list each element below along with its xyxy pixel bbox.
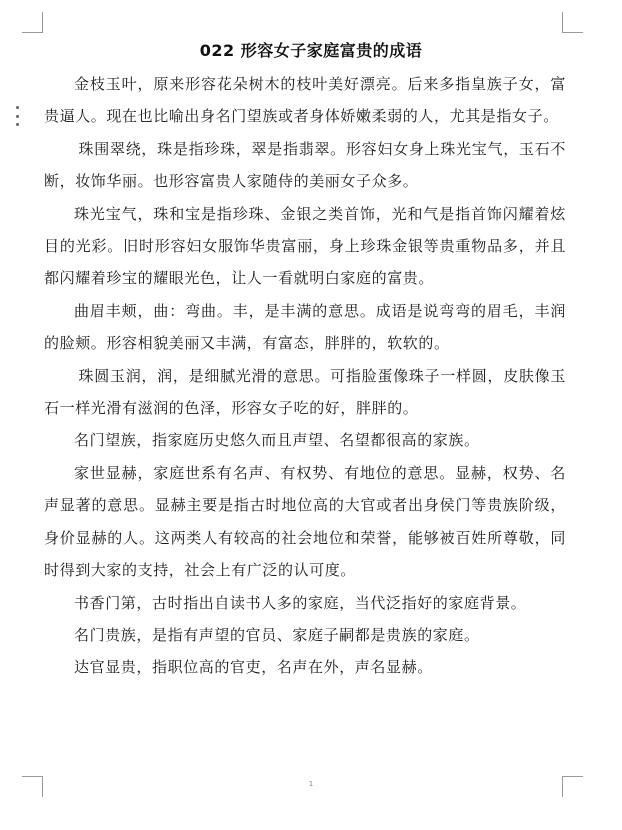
paragraph-zhuweicuirao: 珠围翠绕，珠是指珍珠，翠是指翡翠。形容妇女身上珠光宝气，玉石不断，妆饰华丽。也形容富贵人家随侍的美丽女子众多。 xyxy=(44,139,566,191)
document-title: 022 形容女子家庭富贵的成语 xyxy=(199,41,423,60)
crop-mark-top-left xyxy=(22,12,43,33)
page-number: 1 xyxy=(308,780,314,788)
document-body[interactable] xyxy=(44,68,566,684)
paragraph-jinzhiyuye: 金枝玉叶，原来形容花朵树木的枝叶美好漂亮。后来多指皇族子女，富贵逼人。现在也比喻出身名门望族或者身体娇嫩柔弱的人，尤其是指女子。 xyxy=(44,75,566,126)
paragraph-shuxiangmendi: 书香门第，古时指出自读书人多的家庭，当代泛指好的家庭背景。 xyxy=(74,593,527,612)
paragraph-qumeifengjia: 曲眉丰颊，曲：弯曲。丰，是丰满的意思。成语是说弯弯的眉毛，丰润的脸颊。形容相貌美丽又丰满，有富态，胖胖的，软软的。 xyxy=(44,301,566,353)
crop-mark-top-right xyxy=(562,12,583,33)
paragraph-jiashixianhe: 家世显赫，家庭世系有名声、有权势、有地位的意思。显赫，权势、名声显著的意思。显赫主要是指古时地位高的大官或者出身侯门等贵族阶级，身价显赫的人。这两类人有较高的社会地位和荣誉，能够被百姓所尊敬，同时得到大家的支持，社会上有广泛的认可度。 xyxy=(44,463,566,580)
paragraph-daguanxiangui: 达官显贵，指职位高的官吏，名声在外，声名显赫。 xyxy=(74,658,433,677)
paragraph-zhuyuanyurun: 珠圆玉润，润，是细腻光滑的意思。可指脸蛋像珠子一样圆，皮肤像玉石一样光滑有滋润的色泽，形容女子吃的好，胖胖的。 xyxy=(44,366,566,418)
paragraph-drag-handle-icon[interactable] xyxy=(14,106,20,126)
paragraph-zhuguangbaoqi: 珠光宝气，珠和宝是指珍珠、金银之类首饰，光和气是指首饰闪耀着炫目的光彩。旧时形容妇女服饰华贵富丽，身上珍珠金银等贵重物品多，并且都闪耀着珍宝的耀眼光色，让人一看就明白家庭的富贵。 xyxy=(44,204,566,288)
paragraph-mingmenguizu: 名门贵族，是指有声望的官员、家庭子嗣都是贵族的家庭。 xyxy=(74,625,480,644)
paragraph-mingmenwangzu: 名门望族，指家庭历史悠久而且声望、名望都很高的家族。 xyxy=(74,431,480,450)
